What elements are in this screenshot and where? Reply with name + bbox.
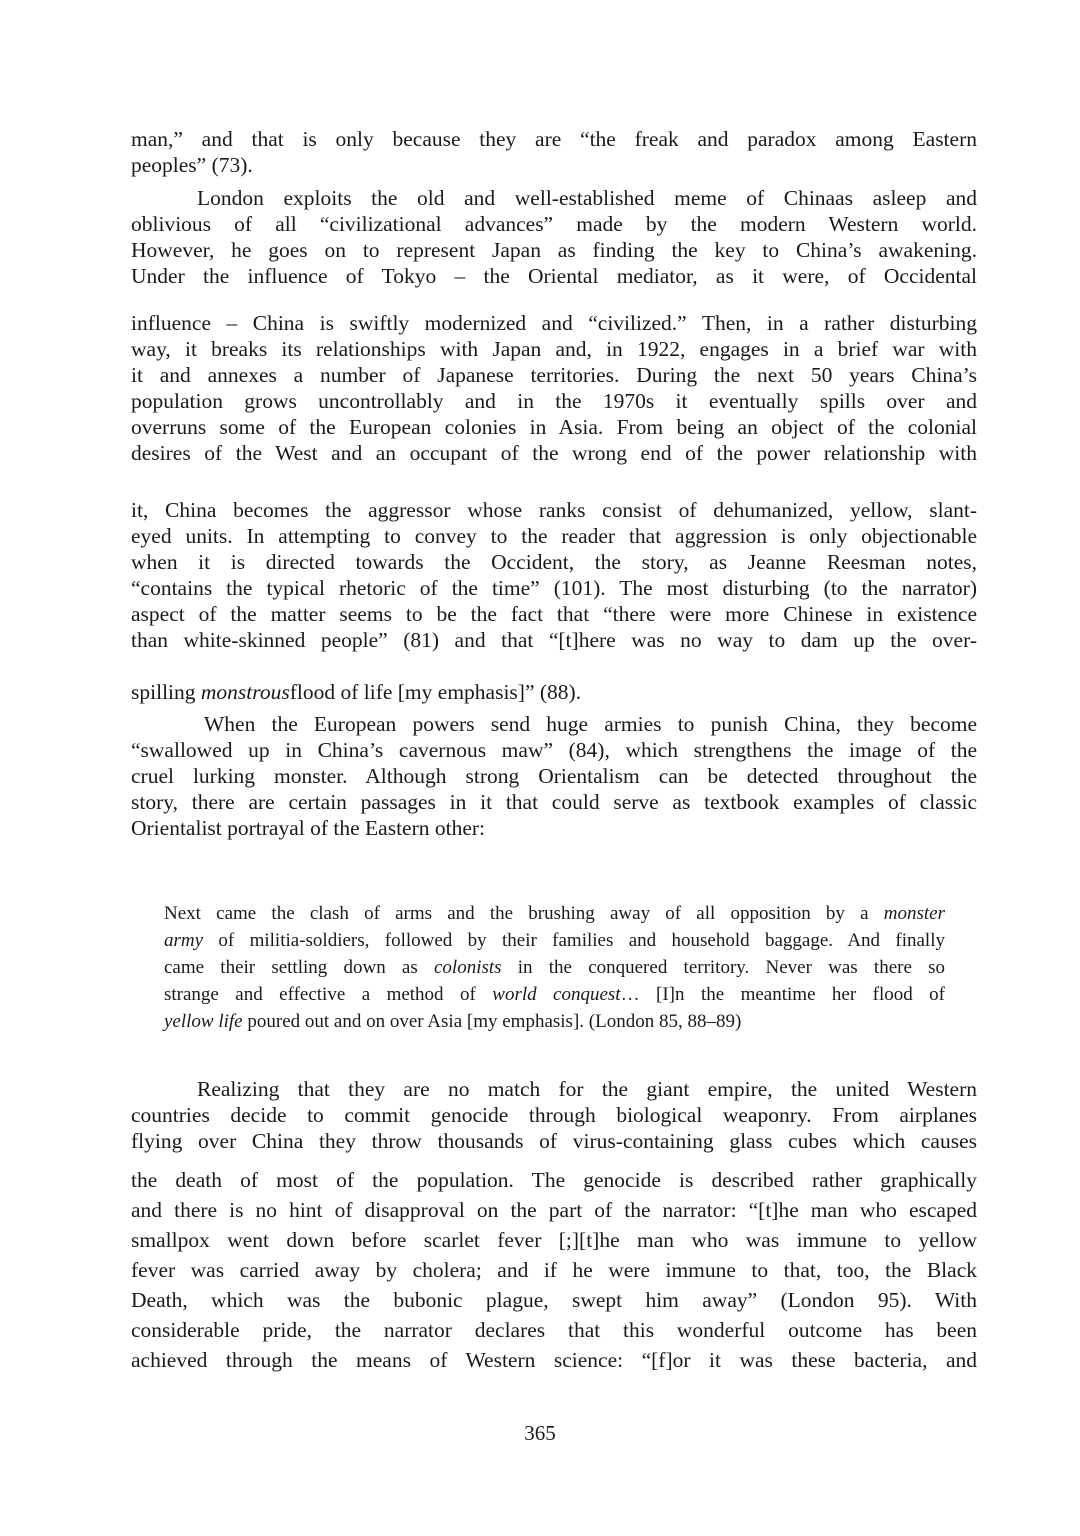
text-span: came their settling down as xyxy=(164,957,434,978)
text-span: poured out and on over Asia [my emphasis]. (London 85, 88–89) xyxy=(242,1011,742,1032)
text-line: smallpox went down before scarlet fever [;][t]he man who was immune to yellow xyxy=(131,1228,977,1252)
text-line: the death of most of the population. The genocide is described rather graphically xyxy=(131,1168,977,1192)
text-line: oblivious of all “civilizational advances” made by the modern Western world. xyxy=(131,212,977,236)
emphasis-text: monstrous xyxy=(200,680,290,704)
text-line: countries decide to commit genocide through biological weaponry. From airplanes xyxy=(131,1103,977,1127)
text-span: strange and effective a method of xyxy=(164,984,493,1005)
text-line: London exploits the old and well-established meme of Chinaas asleep and xyxy=(197,186,977,210)
text-line: overruns some of the European colonies in Asia. From being an object of the colonial xyxy=(131,415,977,439)
text-line: Orientalist portrayal of the Eastern other: xyxy=(131,816,486,840)
text-line: and there is no hint of disapproval on the part of the narrator: “[t]he man who escaped xyxy=(131,1198,977,1222)
text-line: However, he goes on to represent Japan as finding the key to China’s awakening. xyxy=(131,238,977,262)
text-span: of militia-soldiers, followed by their families and household baggage. And finally xyxy=(203,930,945,951)
text-line: way, it breaks its relationships with Japan and, in 1922, engages in a brief war with xyxy=(131,337,977,361)
text-span: flood of life [my emphasis]” (88). xyxy=(289,680,582,704)
text-line: desires of the West and an occupant of the wrong end of the power relationship with xyxy=(131,441,977,465)
text-line: achieved through the means of Western science: “[f]or it was these bacteria, and xyxy=(131,1348,977,1372)
text-line: Under the influence of Tokyo – the Oriental mediator, as it were, of Occidental xyxy=(131,264,977,288)
text-line: it and annexes a number of Japanese territories. During the next 50 years China’s xyxy=(131,363,977,387)
quote-line xyxy=(164,1008,945,1035)
text-line: Realizing that they are no match for the giant empire, the united Western xyxy=(197,1077,977,1101)
text-line xyxy=(131,679,977,705)
text-line: population grows uncontrollably and in the 1970s it eventually spills over and xyxy=(131,389,977,413)
text-span: spilling xyxy=(131,680,201,704)
text-line: flying over China they throw thousands of virus-containing glass cubes which causes xyxy=(131,1129,977,1153)
text-line: when it is directed towards the Occident, the story, as Jeanne Reesman notes, xyxy=(131,550,977,574)
emphasis-text: army xyxy=(164,930,204,951)
text-line: story, there are certain passages in it that could serve as textbook examples of classic xyxy=(131,790,977,814)
text-line: fever was carried away by cholera; and if he were immune to that, too, the Black xyxy=(131,1258,977,1282)
emphasis-text: world conquest xyxy=(492,984,621,1005)
text-line: than white-skinned people” (81) and that “[t]here was no way to dam up the over- xyxy=(131,628,977,652)
quote-line xyxy=(164,927,945,954)
text-line: man,” and that is only because they are “the freak and paradox among Eastern xyxy=(131,127,977,151)
text-span: in the conquered territory. Never was there so xyxy=(501,957,946,978)
text-line: influence – China is swiftly modernized and “civilized.” Then, in a rather disturbing xyxy=(131,311,977,335)
text-line: aspect of the matter seems to be the fact that “there were more Chinese in existence xyxy=(131,602,977,626)
text-line: peoples” (73). xyxy=(131,153,253,177)
text-line: Death, which was the bubonic plague, swept him away” (London 95). With xyxy=(131,1288,977,1312)
text-line: When the European powers send huge armies to punish China, they become xyxy=(204,712,977,736)
emphasis-text: colonists xyxy=(433,957,502,978)
text-line: “contains the typical rhetoric of the time” (101). The most disturbing (to the narrator) xyxy=(131,576,977,600)
text-line: “swallowed up in China’s cavernous maw” (84), which strengthens the image of the xyxy=(131,738,977,762)
emphasis-text: monster xyxy=(883,903,945,924)
text-line: it, China becomes the aggressor whose ranks consist of dehumanized, yellow, slant- xyxy=(131,498,977,522)
text-line: eyed units. In attempting to convey to the reader that aggression is only objectionable xyxy=(131,524,977,548)
quote-line xyxy=(164,981,945,1008)
quote-line xyxy=(164,900,945,927)
text-span: Next came the clash of arms and the brushing away of all opposition by a xyxy=(164,903,884,924)
page-number: 365 xyxy=(524,1421,556,1445)
quote-line xyxy=(164,954,945,981)
emphasis-text: yellow life xyxy=(164,1011,243,1032)
text-span: … [I]n the meantime her flood of xyxy=(620,984,945,1005)
text-line: cruel lurking monster. Although strong Orientalism can be detected throughout the xyxy=(131,764,977,788)
text-line: considerable pride, the narrator declares that this wonderful outcome has been xyxy=(131,1318,977,1342)
